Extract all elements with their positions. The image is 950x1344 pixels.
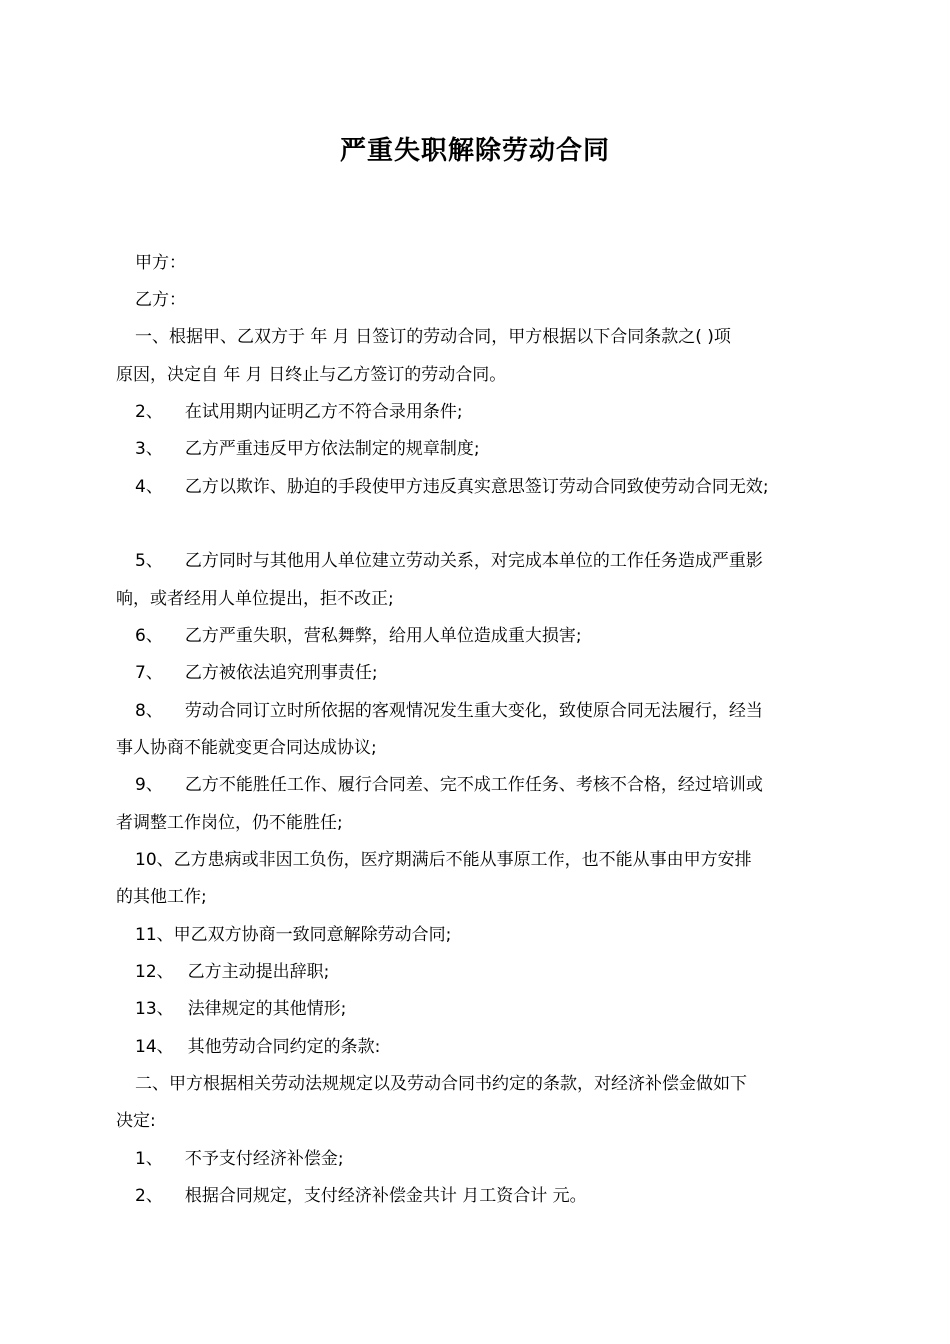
compensation-item-2 xyxy=(135,1184,587,1208)
clause-number: 12、 xyxy=(135,962,174,982)
compensation-text: 根据合同规定，支付经济补偿金共计 月工资合计 元。 xyxy=(184,1186,587,1206)
clause-number: 3、 xyxy=(135,439,163,459)
section-two-line2: 决定: xyxy=(116,1111,156,1131)
section-two-line1: 二、甲方根据相关劳动法规规定以及劳动合同书约定的条款，对经济补偿金做如下 xyxy=(135,1074,747,1094)
clause-item-10 xyxy=(135,848,752,872)
clause-item-3 xyxy=(135,437,480,461)
clause-number: 4、 xyxy=(135,477,163,497)
clause-text: 乙方严重失职，营私舞弊，给用人单位造成重大损害; xyxy=(184,626,582,646)
clause-number: 10、 xyxy=(135,850,174,870)
compensation-number: 1、 xyxy=(135,1149,163,1169)
party-b-label: 乙方： xyxy=(135,290,186,310)
clause-number: 14、 xyxy=(135,1037,174,1057)
clause-item-11 xyxy=(135,923,451,947)
clause-text: 甲乙双方协商一致同意解除劳动合同; xyxy=(173,925,452,945)
clause-text: 其他劳动合同约定的条款: xyxy=(187,1037,381,1057)
compensation-item-1 xyxy=(135,1147,344,1171)
clause-item-12 xyxy=(135,960,329,984)
clause-item-9-continuation: 者调整工作岗位，仍不能胜任; xyxy=(116,813,343,833)
clause-number: 5、 xyxy=(135,551,163,571)
clause-number: 9、 xyxy=(135,775,163,795)
clause-item-14 xyxy=(135,1035,380,1059)
section-one-line2: 原因，决定自 年 月 日终止与乙方签订的劳动合同。 xyxy=(116,365,507,385)
clause-text: 乙方以欺诈、胁迫的手段使甲方违反真实意思签订劳动合同致使劳动合同无效; xyxy=(184,477,769,497)
compensation-number: 2、 xyxy=(135,1186,163,1206)
clause-text: 法律规定的其他情形; xyxy=(187,999,347,1019)
clause-text: 乙方严重违反甲方依法制定的规章制度; xyxy=(184,439,480,459)
clause-number: 6、 xyxy=(135,626,163,646)
clause-item-8 xyxy=(135,699,763,723)
party-a-label: 甲方： xyxy=(135,253,186,273)
clause-item-7 xyxy=(135,661,378,685)
clause-text: 劳动合同订立时所依据的客观情况发生重大变化，致使原合同无法履行，经当 xyxy=(184,701,763,721)
clause-text: 乙方同时与其他用人单位建立劳动关系，对完成本单位的工作任务造成严重影 xyxy=(184,551,763,571)
clause-item-13 xyxy=(135,997,346,1021)
clause-number: 8、 xyxy=(135,701,163,721)
clause-text: 乙方患病或非因工负伤，医疗期满后不能从事原工作，也不能从事由甲方安排 xyxy=(173,850,752,870)
clause-text: 在试用期内证明乙方不符合录用条件; xyxy=(184,402,463,422)
clause-number: 7、 xyxy=(135,663,163,683)
clause-item-2 xyxy=(135,400,463,424)
clause-item-9 xyxy=(135,773,763,797)
clause-item-6 xyxy=(135,624,582,648)
clause-text: 乙方主动提出辞职; xyxy=(187,962,330,982)
clause-text: 乙方被依法追究刑事责任; xyxy=(184,663,378,683)
clause-text: 乙方不能胜任工作、履行合同差、完不成工作任务、考核不合格，经过培训或 xyxy=(184,775,763,795)
compensation-text: 不予支付经济补偿金; xyxy=(184,1149,344,1169)
clause-number: 13、 xyxy=(135,999,174,1019)
clause-item-4 xyxy=(135,475,769,499)
clause-item-5 xyxy=(135,549,763,573)
clause-number: 2、 xyxy=(135,402,163,422)
clause-number: 11、 xyxy=(135,925,174,945)
clause-item-10-continuation: 的其他工作; xyxy=(116,887,207,907)
document-title: 严重失职解除劳动合同 xyxy=(339,136,610,166)
section-one-line1: 一、根据甲、乙双方于 年 月 日签订的劳动合同，甲方根据以下合同条款之( )项 xyxy=(135,327,731,347)
clause-item-8-continuation: 事人协商不能就变更合同达成协议; xyxy=(116,738,377,758)
clause-item-5-continuation: 响，或者经用人单位提出，拒不改正; xyxy=(116,589,394,609)
